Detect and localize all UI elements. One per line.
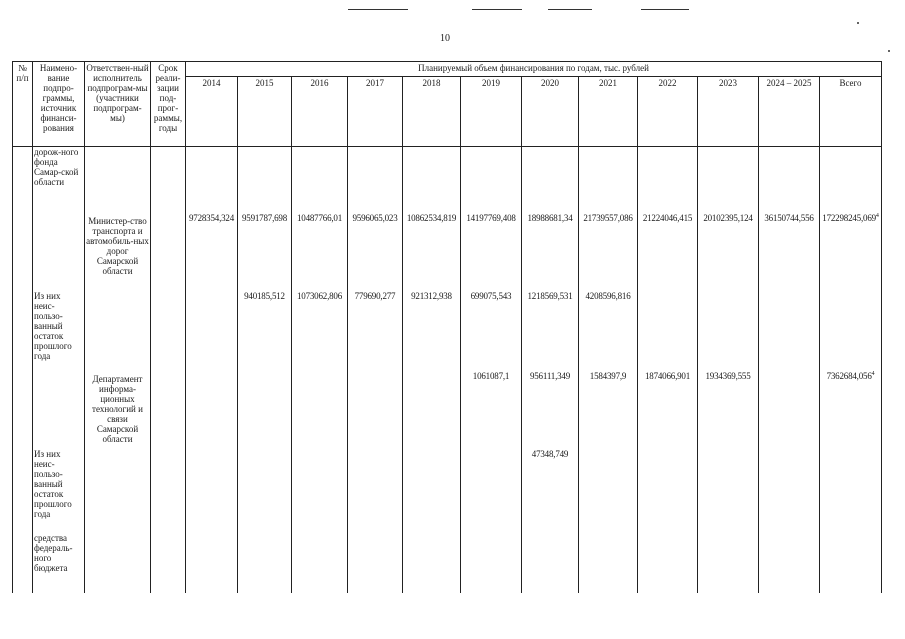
value-text: 779690,277 [354,290,396,301]
value-cell [522,213,579,291]
value-text: 172298245,069 [822,212,876,223]
value-text: 956111,349 [529,370,571,381]
row-number-cell [13,449,33,533]
value-cell [638,291,698,371]
value-cell [292,291,348,371]
table-row [13,213,882,291]
value-cell [522,371,579,449]
row-term-cell [151,449,186,533]
value-cell [348,291,403,371]
value-text: 1584397,9 [589,370,627,381]
value-cell [638,533,698,593]
year-header: 2017 [348,77,403,147]
value-cell [292,533,348,593]
year-header: 2023 [698,77,759,147]
value-cell [461,291,522,371]
row-name-cell: средства федераль-ного бюджета [33,533,85,593]
row-number-cell [13,371,33,449]
value-cell [698,213,759,291]
value-text: 1073062,806 [296,290,343,301]
value-cell [698,371,759,449]
value-cell [292,213,348,291]
value-cell [522,147,579,213]
row-executor-cell [85,291,151,371]
row-name-cell: Из них неис-пользо-ванный остаток прошлого года [33,449,85,533]
year-header: 2024 – 2025 [759,77,820,147]
value-cell [759,291,820,371]
total-value-cell [820,147,882,213]
value-cell [522,533,579,593]
row-executor-cell [85,449,151,533]
value-cell [698,291,759,371]
year-header: 2019 [461,77,522,147]
value-cell [461,449,522,533]
row-executor-cell: Министер-ство транспорта и автомобиль-ных дорог Самарской области [85,213,151,291]
value-text: 36150744,556 [764,212,814,223]
value-text: 9591787,698 [241,212,288,223]
value-text: 9596065,023 [352,212,398,223]
value-cell [759,147,820,213]
value-text: 1874066,901 [644,370,691,381]
value-text: 21739557,086 [583,212,633,223]
col-number-header: № п/п [13,62,33,147]
value-cell [403,371,461,449]
table-row [13,371,882,449]
value-cell [579,449,638,533]
value-text: 14197769,408 [466,212,516,223]
row-term-cell [151,371,186,449]
value-cell [759,371,820,449]
row-term-cell [151,291,186,371]
value-cell [348,449,403,533]
value-text: 10487766,01 [296,212,343,223]
value-text: 921312,938 [411,290,452,301]
value-cell [579,291,638,371]
value-text: 18988681,34 [527,212,573,223]
value-cell [759,213,820,291]
table-row [13,533,882,593]
value-cell [698,147,759,213]
value-cell [186,371,238,449]
row-name-cell: Из них неис-пользо-ванный остаток прошлого года [33,291,85,371]
scan-speck [857,22,859,24]
value-cell [348,147,403,213]
value-cell [579,147,638,213]
value-cell [292,449,348,533]
value-cell [759,533,820,593]
value-cell [461,533,522,593]
row-term-cell [151,533,186,593]
value-cell [238,533,292,593]
table-row [13,291,882,371]
total-value-cell [820,533,882,593]
value-cell [461,147,522,213]
value-cell [403,291,461,371]
value-cell [186,147,238,213]
total-value-cell [820,213,882,291]
value-cell [292,147,348,213]
value-text: 940185,512 [244,290,285,301]
table-row [13,449,882,533]
value-cell [186,533,238,593]
value-cell [759,449,820,533]
year-header: Всего [820,77,882,147]
value-text: 10862534,819 [406,212,457,223]
row-number-cell [13,291,33,371]
value-text: 20102395,124 [703,212,753,223]
value-cell [238,213,292,291]
value-cell [461,213,522,291]
header-rule [641,9,689,10]
row-number-cell [13,213,33,291]
row-name-cell [33,213,85,291]
header-rule [348,9,408,10]
value-text: 1934369,555 [705,370,751,381]
value-text: 21224046,415 [642,212,693,223]
value-cell [461,371,522,449]
value-text: 1061087,1 [472,370,510,381]
year-header: 2021 [579,77,638,147]
value-cell [238,291,292,371]
year-header: 2020 [522,77,579,147]
scan-speck [888,50,890,52]
value-cell [579,371,638,449]
value-cell [522,291,579,371]
value-cell [348,533,403,593]
value-cell [522,449,579,533]
value-cell [348,213,403,291]
value-cell [186,213,238,291]
col-name-header: Наимено-вание подпро-граммы, источник финанси-рования [33,62,85,147]
total-value-cell [820,371,882,449]
value-cell [638,147,698,213]
value-cell [403,147,461,213]
col-executor-header: Ответствен-ный исполнитель подпрограм-мы (участники подпрограм-мы) [85,62,151,147]
value-cell [186,291,238,371]
value-text: 9728354,324 [188,212,235,223]
value-cell [579,533,638,593]
row-term-cell [151,213,186,291]
total-value-cell [820,291,882,371]
value-cell [238,449,292,533]
row-number-cell [13,147,33,213]
year-header: 2016 [292,77,348,147]
value-cell [698,449,759,533]
value-cell [403,213,461,291]
value-cell [403,533,461,593]
value-text: 4208596,816 [585,290,631,301]
footnote-marker: 4 [875,212,879,219]
value-cell [638,449,698,533]
year-header: 2022 [638,77,698,147]
col-plan-header: Планируемый объем финансирования по годам, тыс. рублей [186,62,882,77]
col-term-header: Срок реали-зации под-прог-раммы, годы [151,62,186,147]
row-term-cell [151,147,186,213]
page-number: 10 [440,33,450,44]
value-text: 7362684,056 [826,370,872,381]
total-value-cell [820,449,882,533]
footnote-marker: 4 [871,370,875,377]
row-number-cell [13,533,33,593]
financing-table [12,61,882,593]
row-executor-cell [85,147,151,213]
value-cell [348,371,403,449]
value-cell [403,449,461,533]
value-cell [638,213,698,291]
value-cell [638,371,698,449]
year-header: 2015 [238,77,292,147]
value-text: 1218569,531 [527,290,573,301]
row-executor-cell [85,533,151,593]
value-cell [238,371,292,449]
year-header: 2018 [403,77,461,147]
year-header: 2014 [186,77,238,147]
row-name-cell [33,371,85,449]
row-name-cell: дорож-ного фонда Самар-ской области [33,147,85,213]
value-cell [698,533,759,593]
value-text: 699075,543 [470,290,512,301]
row-executor-cell: Департамент информа-ционных технологий и связи Самарской области [85,371,151,449]
header-rule [472,9,522,10]
value-cell [238,147,292,213]
header-rule [548,9,592,10]
value-text: 47348,749 [531,448,569,459]
value-cell [292,371,348,449]
table-row [13,147,882,213]
value-cell [579,213,638,291]
value-cell [186,449,238,533]
